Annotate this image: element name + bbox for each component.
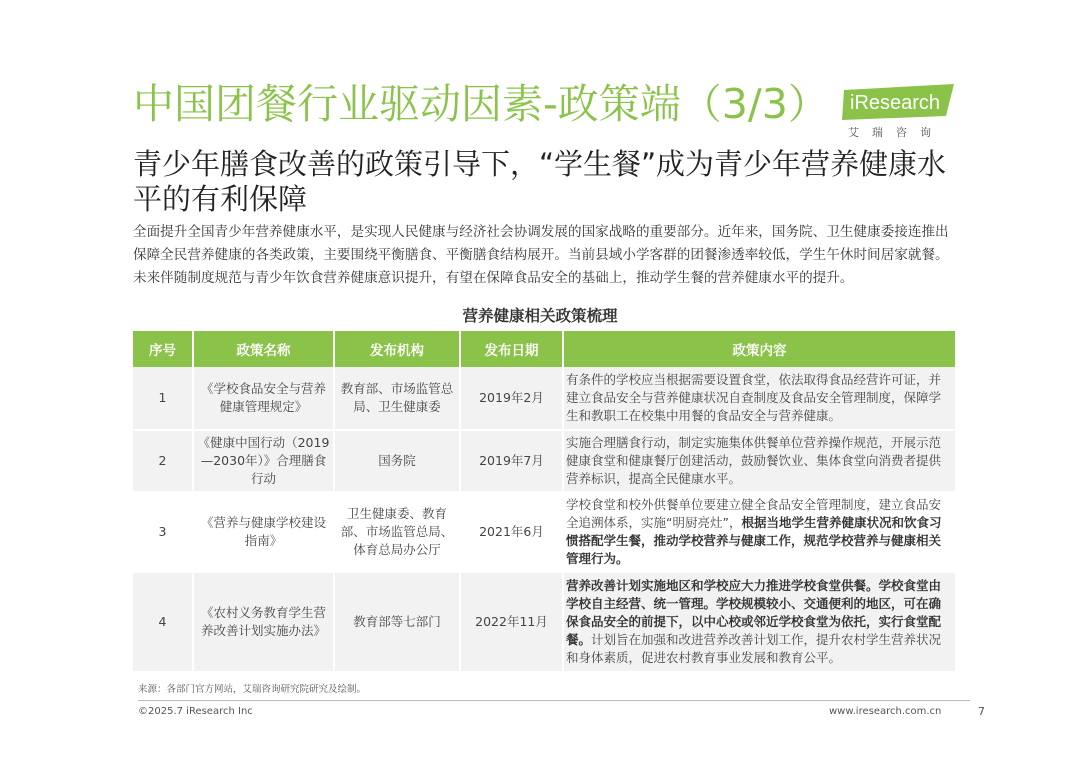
cell-content bbox=[563, 492, 955, 572]
footer-divider bbox=[138, 700, 970, 701]
cell-policy-name: 《农村义务教育学生营养改善计划实施办法》 bbox=[193, 572, 334, 672]
table-row bbox=[133, 367, 955, 430]
header-date: 发布日期 bbox=[460, 331, 563, 367]
table-header-row bbox=[133, 331, 955, 367]
cell-issuer: 卫生健康委、教育部、市场监管总局、体育总局办公厅 bbox=[334, 492, 460, 572]
cell-date: 2022年11月 bbox=[460, 572, 563, 672]
source-note: 来源：各部门官方网站，艾瑞咨询研究院研究及绘制。 bbox=[138, 684, 367, 695]
content-plain-text: 计划旨在加强和改进营养改善计划工作，提升农村学生营养状况和身体素质，促进农村教育事业发展和教育公平。 bbox=[566, 632, 942, 665]
page-number: 7 bbox=[978, 705, 985, 718]
logo-subtext: 艾瑞咨询 bbox=[848, 126, 944, 139]
table-row bbox=[133, 572, 955, 672]
logo-brand-text: iResearch bbox=[850, 92, 941, 114]
cell-content: 实施合理膳食行动，制定实施集体供餐单位营养操作规范，开展示范健康食堂和健康餐厅创建活动，鼓励餐饮业、集体食堂向消费者提供营养标识，提高全民健康水平。 bbox=[563, 430, 955, 492]
table-row bbox=[133, 430, 955, 492]
cell-content bbox=[563, 572, 955, 672]
cell-policy-name: 《营养与健康学校建设指南》 bbox=[193, 492, 334, 572]
cell-no: 4 bbox=[133, 572, 193, 672]
copyright: ©2025.7 iResearch Inc bbox=[138, 706, 253, 717]
table-row bbox=[133, 492, 955, 572]
page-subtitle: 青少年膳食改善的政策引导下，“学生餐”成为青少年营养健康水平的有利保障 bbox=[133, 147, 947, 216]
content-plain-text: 学校食堂和校外供餐单位要建立健全食品安全管理制度，建立食品安全追溯体系，实施“明厨亮灶”， bbox=[566, 497, 942, 530]
cell-issuer: 国务院 bbox=[334, 430, 460, 492]
cell-no: 3 bbox=[133, 492, 193, 572]
header-issuer: 发布机构 bbox=[334, 331, 460, 367]
policy-table bbox=[133, 331, 955, 673]
cell-policy-name: 《学校食品安全与营养健康管理规定》 bbox=[193, 367, 334, 430]
header-policy-name: 政策名称 bbox=[193, 331, 334, 367]
header-content: 政策内容 bbox=[563, 331, 955, 367]
table-title: 营养健康相关政策梳理 bbox=[462, 307, 618, 325]
iresearch-logo bbox=[842, 84, 957, 142]
cell-no: 1 bbox=[133, 367, 193, 430]
intro-paragraph: 全面提升全国青少年营养健康水平，是实现人民健康与经济社会协调发展的国家战略的重要部分。近年来，国务院、卫生健康委接连推出保障全民营养健康的各类政策，主要围绕平衡膳食、平衡膳食结构展开。当前县域小学客群的团餐渗透率较低，学生午休时间居家就餐。未来伴随制度规范与青少年饮食营养健康意识提升，有望在保障食品安全的基础上，推动学生餐的营养健康水平的提升。 bbox=[133, 224, 949, 286]
cell-issuer: 教育部、市场监管总局、卫生健康委 bbox=[334, 367, 460, 430]
cell-date: 2019年7月 bbox=[460, 430, 563, 492]
cell-date: 2019年2月 bbox=[460, 367, 563, 430]
cell-date: 2021年6月 bbox=[460, 492, 563, 572]
content-bold-text: 营养改善计划实施地区和学校应大力推进学校食堂供餐。学校食堂由学校自主经营、统一管理。学校规模较小、交通便利的地区，可在确保食品安全的前提下，以中心校或邻近学校食堂为依托，实行食堂配餐。 bbox=[566, 578, 942, 647]
cell-content: 有条件的学校应当根据需要设置食堂，依法取得食品经营许可证，并建立食品安全与营养健康状况自查制度及食品安全管理制度，保障学生和教职工在校集中用餐的食品安全与营养健康。 bbox=[563, 367, 955, 430]
header-no: 序号 bbox=[133, 331, 193, 367]
content-bold-text: 根据当地学生营养健康状况和饮食习惯搭配学生餐，推动学校营养与健康工作，规范学校营养与健康相关管理行为。 bbox=[566, 515, 942, 566]
cell-issuer: 教育部等七部门 bbox=[334, 572, 460, 672]
page-title: 中国团餐行业驱动因素-政策端（3/3） bbox=[133, 80, 829, 128]
cell-policy-name: 《健康中国行动（2019—2030年）》合理膳食行动 bbox=[193, 430, 334, 492]
cell-no: 2 bbox=[133, 430, 193, 492]
website-link[interactable]: www.iresearch.com.cn bbox=[829, 706, 942, 717]
